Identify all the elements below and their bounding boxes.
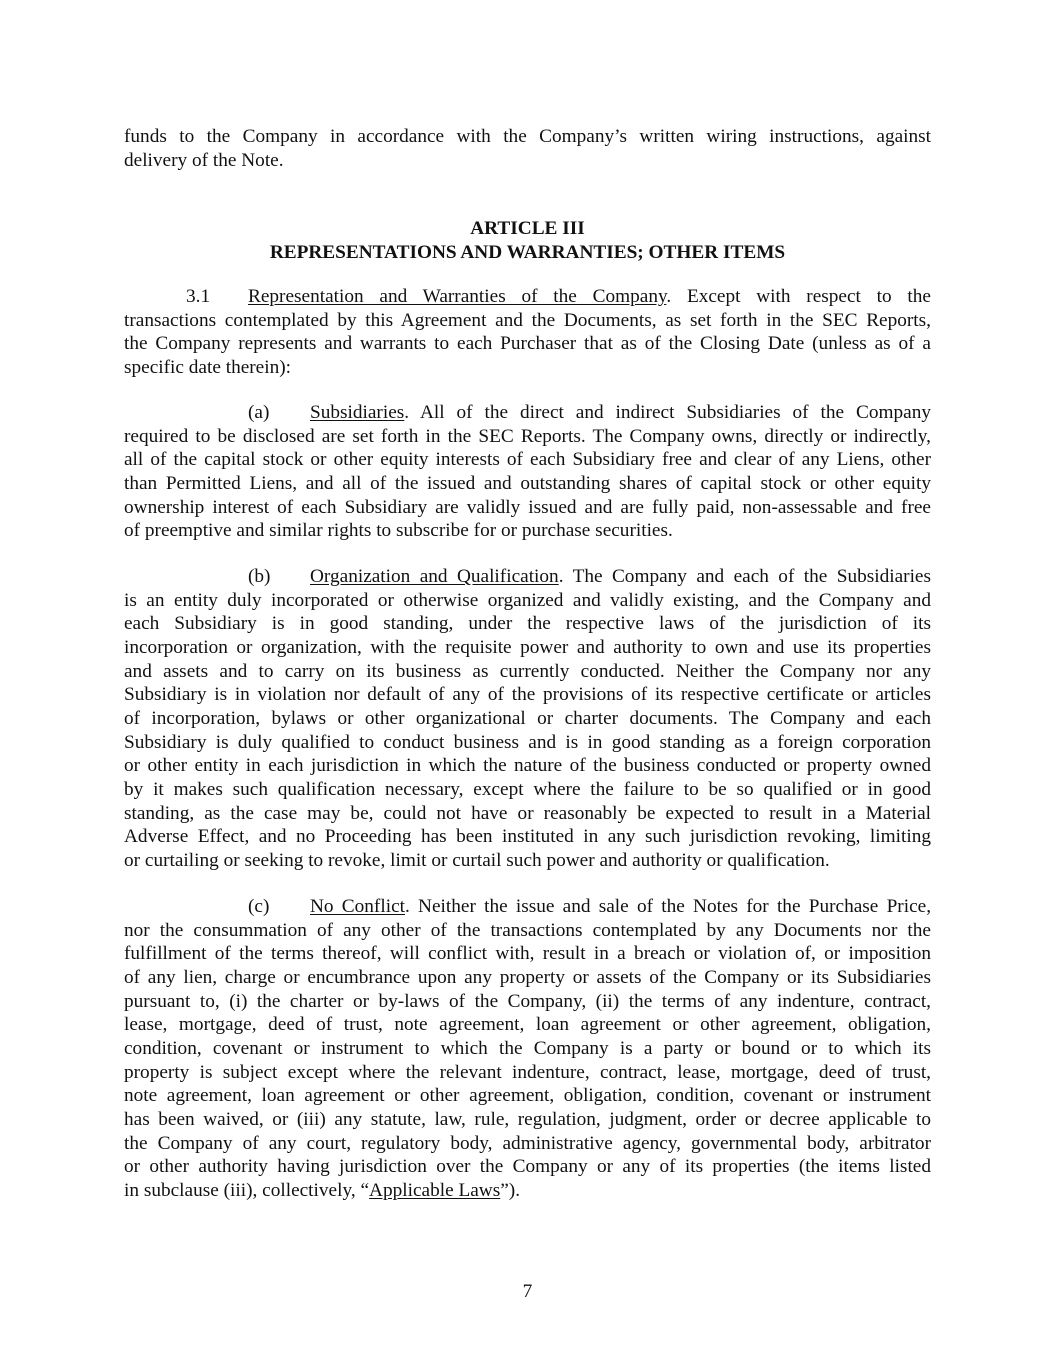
text-line: than Permitted Liens, and all of the issued and outstanding shares of capital stock or other equity: [124, 472, 931, 494]
text-line: condition, covenant or instrument to which the Company is a party or bound or to which its: [124, 1037, 931, 1059]
text-line: property is subject except where the relevant indenture, contract, lease, mortgage, deed of trust,: [124, 1061, 931, 1083]
text-line: or other entity in each jurisdiction in which the nature of the business conducted or property owned: [124, 755, 931, 777]
text-line: delivery of the Note.: [124, 149, 284, 171]
text-line: required to be disclosed are set forth in the SEC Reports. The Company owns, directly or indirectly,: [124, 425, 931, 447]
section-3-1: [124, 285, 931, 380]
text-line: the Company of any court, regulatory body, administrative agency, governmental body, arbitrator: [124, 1132, 931, 1154]
text-line: the Company represents and warrants to each Purchaser that as of the Closing Date (unless as of a: [124, 333, 931, 355]
text-line: of any lien, charge or encumbrance upon any property or assets of the Company or its Subsidiaries: [124, 966, 931, 988]
text-line: each Subsidiary is in good standing, under the respective laws of the jurisdiction of its: [124, 613, 931, 635]
section-number: 3.1: [186, 286, 211, 307]
paragraph-b: [124, 565, 931, 873]
text-line: of incorporation, bylaws or other organizational or charter documents. The Company and each: [124, 707, 931, 729]
text-line: transactions contemplated by this Agreement and the Documents, as set forth in the SEC Reports,: [124, 309, 931, 331]
text-line: Subsidiary is in violation nor default of any of the provisions of its respective certificate or articles: [124, 684, 931, 706]
text-line: by it makes such qualification necessary, except where the failure to be so qualified or in good: [124, 778, 931, 800]
text-line: note agreement, loan agreement or other agreement, obligation, condition, covenant or instrument: [124, 1085, 931, 1107]
text-line: pursuant to, (i) the charter or by-laws of the Company, (ii) the terms of any indenture, contract,: [124, 990, 931, 1012]
text-line: and assets and to carry on its business as currently conducted. Neither the Company nor any: [124, 660, 931, 682]
text-line: incorporation or organization, with the requisite power and authority to own and use its properties: [124, 636, 931, 658]
intro-paragraph: [124, 125, 931, 172]
paragraph-heading: No Conflict: [310, 896, 405, 917]
text-line: all of the capital stock or other equity interests of each Subsidiary free and clear of any Liens, other: [124, 449, 931, 471]
page-number: 7: [522, 1281, 533, 1302]
section-heading: Representation and Warranties of the Company: [248, 286, 667, 307]
article-number: ARTICLE III: [470, 218, 585, 239]
text-line: is an entity duly incorporated or otherwise organized and validly existing, and the Company and: [124, 589, 931, 611]
text-line: ownership interest of each Subsidiary are validly issued and are fully paid, non-assessable and free: [124, 496, 931, 518]
article-title: REPRESENTATIONS AND WARRANTIES; OTHER ITEMS: [269, 242, 786, 263]
paragraph-label: (c): [248, 896, 270, 917]
text-line: fulfillment of the terms thereof, will conflict with, result in a breach or violation of, or imposition: [124, 943, 931, 965]
text-run: . The Company and each of the Subsidiaries: [558, 566, 931, 587]
text-run: . Except with respect to the: [666, 286, 931, 307]
text-run: . All of the direct and indirect Subsidiaries of the Company: [404, 402, 931, 423]
text-line: lease, mortgage, deed of trust, note agreement, loan agreement or other agreement, obligation,: [124, 1014, 931, 1036]
text-line: Adverse Effect, and no Proceeding has been instituted in any such jurisdiction revoking, limiting: [124, 826, 931, 848]
text-run: ”).: [500, 1179, 521, 1201]
text-line: funds to the Company in accordance with the Company’s written wiring instructions, against: [124, 126, 931, 147]
text-line: specific date therein):: [124, 356, 292, 378]
paragraph-label: (a): [248, 402, 270, 423]
text-run: . Neither the issue and sale of the Notes for the Purchase Price,: [405, 896, 932, 917]
paragraph-c: [124, 895, 931, 1203]
paragraph-heading: Organization and Qualification: [310, 566, 559, 587]
text-line: of preemptive and similar rights to subscribe for or purchase securities.: [124, 520, 673, 542]
defined-term: Applicable Laws: [369, 1179, 501, 1201]
article-heading: [124, 217, 931, 265]
paragraph-label: (b): [248, 566, 271, 587]
paragraph-a: [124, 401, 931, 543]
text-line: standing, as the case may be, could not have or reasonably be expected to result in a Material: [124, 802, 931, 824]
text-line: or other authority having jurisdiction over the Company or any of its properties (the items listed: [124, 1156, 931, 1178]
text-line: or curtailing or seeking to revoke, limit or curtail such power and authority or qualification.: [124, 849, 830, 871]
text-line: nor the consummation of any other of the transactions contemplated by any Documents nor the: [124, 919, 931, 941]
paragraph-heading: Subsidiaries: [310, 402, 405, 423]
text-run: in subclause (iii), collectively, “: [124, 1179, 370, 1201]
text-line: Subsidiary is duly qualified to conduct business and is in good standing as a foreign corporation: [124, 731, 931, 753]
text-line: has been waived, or (iii) any statute, law, rule, regulation, judgment, order or decree applicable to: [124, 1108, 931, 1130]
